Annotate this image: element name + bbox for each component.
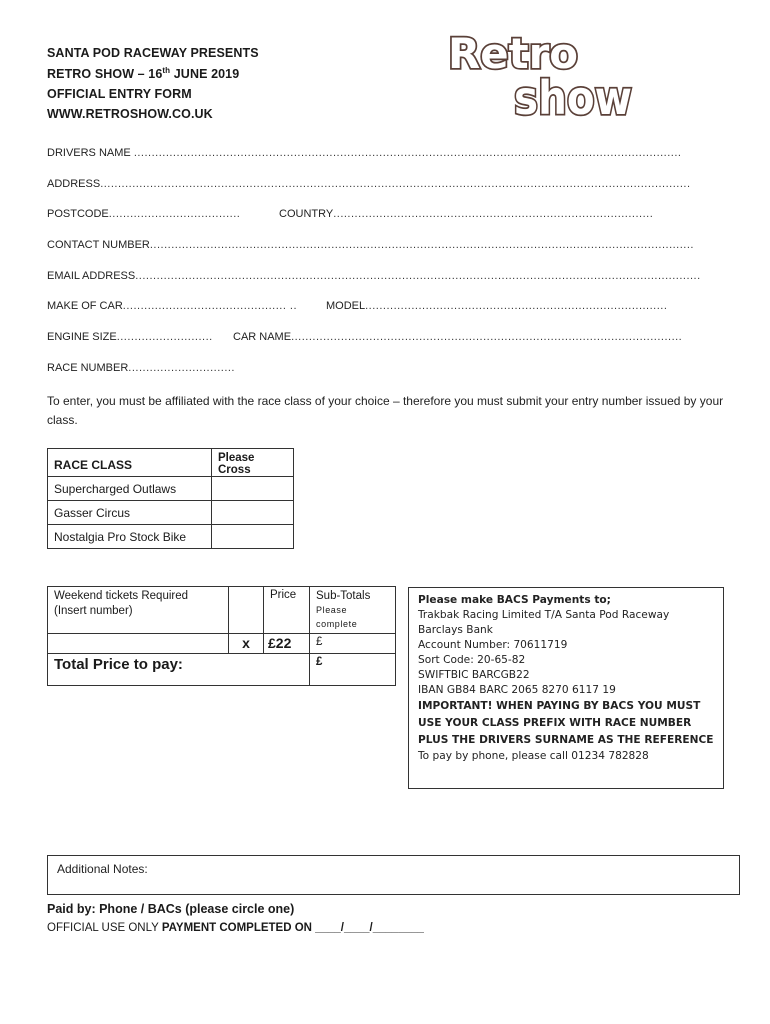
model-field[interactable]: MODEL..................................................................................... bbox=[326, 300, 668, 312]
country-field[interactable]: COUNTRY.......................................................................................... bbox=[279, 208, 654, 220]
total-currency: £ bbox=[316, 656, 323, 668]
payment-completed-blank: ____/____/________ bbox=[311, 922, 424, 934]
race-class-name: Gasser Circus bbox=[48, 501, 212, 525]
email-address-label: EMAIL ADDRESS bbox=[47, 270, 136, 282]
race-class-header-row bbox=[48, 449, 294, 477]
paid-by-line: Paid by: Phone / BACs (please circle one) bbox=[47, 902, 295, 916]
drivers-name-field[interactable]: DRIVERS NAME .......................................................................................................................................................... bbox=[47, 147, 682, 159]
bacs-iban: IBAN GB84 BARC 2065 8270 6117 19 bbox=[418, 684, 616, 696]
additional-notes-label: Additional Notes: bbox=[57, 862, 148, 876]
address-field[interactable]: ADDRESS...................................................................................................................................................................... bbox=[47, 178, 691, 190]
total-price-cell[interactable] bbox=[310, 654, 396, 686]
weekend-tickets-label: Weekend tickets Required (Insert number) bbox=[48, 587, 229, 634]
tickets-quantity-spacer bbox=[229, 587, 264, 634]
race-number-label: RACE NUMBER bbox=[47, 362, 129, 374]
please-complete-note: Please complete bbox=[316, 605, 358, 629]
race-class-cross-cell[interactable] bbox=[212, 525, 294, 549]
race-class-cross-cell[interactable] bbox=[212, 477, 294, 501]
header-line-2-sup: th bbox=[162, 66, 171, 75]
bacs-company: Trakbak Racing Limited T/A Santa Pod Raceway bbox=[418, 609, 670, 621]
header-line-2-post: JUNE 2019 bbox=[170, 67, 240, 82]
race-number-field[interactable]: RACE NUMBER.............................. bbox=[47, 362, 235, 374]
bacs-important-note: IMPORTANT! WHEN PAYING BY BACS YOU MUST USE YOUR CLASS PREFIX WITH RACE NUMBER PLUS THE DRIVERS SURNAME AS THE REFERENCE bbox=[418, 700, 714, 746]
email-address-field[interactable]: EMAIL ADDRESS............................................................................................................................................................... bbox=[47, 270, 701, 282]
subtotal-cell[interactable] bbox=[310, 634, 396, 654]
header-line-1: SANTA POD RACEWAY PRESENTS bbox=[47, 46, 259, 60]
table-row bbox=[48, 501, 294, 525]
retro-show-logo bbox=[446, 28, 636, 120]
tickets-entry-row bbox=[48, 634, 396, 654]
please-cross-header: Please Cross bbox=[212, 449, 294, 477]
bacs-swift: SWIFTBIC BARCGB22 bbox=[418, 669, 530, 681]
table-row bbox=[48, 525, 294, 549]
subtotal-currency: £ bbox=[316, 636, 323, 648]
additional-notes-box[interactable] bbox=[47, 855, 740, 895]
address-label: ADDRESS bbox=[47, 178, 101, 190]
tickets-header-row bbox=[48, 587, 396, 634]
model-label: MODEL bbox=[326, 300, 366, 312]
drivers-name-label: DRIVERS NAME bbox=[47, 147, 131, 159]
header-line-2-pre: RETRO SHOW – 16 bbox=[47, 67, 163, 82]
country-label: COUNTRY bbox=[279, 208, 334, 220]
engine-size-label: ENGINE SIZE bbox=[47, 331, 117, 343]
postcode-label: POSTCODE bbox=[47, 208, 109, 220]
race-class-header: RACE CLASS bbox=[48, 449, 212, 477]
bacs-phone: To pay by phone, please call 01234 782828 bbox=[418, 750, 649, 762]
make-of-car-label: MAKE OF CAR bbox=[47, 300, 123, 312]
header-line-3: OFFICIAL ENTRY FORM bbox=[47, 87, 192, 101]
make-of-car-field[interactable]: MAKE OF CAR.............................................. .. bbox=[47, 300, 298, 312]
bacs-title: Please make BACS Payments to; bbox=[418, 594, 611, 606]
tickets-total-row bbox=[48, 654, 396, 686]
race-class-table bbox=[47, 448, 294, 549]
logo-word-retro: Retro bbox=[448, 29, 578, 78]
car-name-label: CAR NAME bbox=[233, 331, 292, 343]
header-line-2 bbox=[47, 66, 239, 81]
bacs-bank: Barclays Bank bbox=[418, 624, 493, 636]
race-class-name: Nostalgia Pro Stock Bike bbox=[48, 525, 212, 549]
tickets-table bbox=[47, 586, 396, 686]
intro-paragraph: To enter, you must be affiliated with the race class of your choice – therefore you must submit your entry number issued by your class. bbox=[47, 394, 724, 427]
logo-word-show: show bbox=[514, 71, 632, 120]
multiply-sign: x bbox=[229, 634, 264, 654]
official-use-line bbox=[47, 922, 424, 934]
payment-completed-label: PAYMENT COMPLETED ON bbox=[161, 922, 312, 934]
car-name-field[interactable]: CAR NAME.............................................................................................................. bbox=[233, 331, 683, 343]
contact-number-field[interactable]: CONTACT NUMBER......................................................................................................................................................... bbox=[47, 239, 694, 251]
bacs-payment-box bbox=[408, 587, 724, 789]
bacs-sort-code: Sort Code: 20-65-82 bbox=[418, 654, 526, 666]
table-row bbox=[48, 477, 294, 501]
race-class-name: Supercharged Outlaws bbox=[48, 477, 212, 501]
total-price-label: Total Price to pay: bbox=[48, 654, 310, 686]
ticket-price: £22 bbox=[264, 634, 310, 654]
subtotals-header-cell bbox=[310, 587, 396, 634]
bacs-account-number: Account Number: 70611719 bbox=[418, 639, 568, 651]
tickets-quantity-input[interactable] bbox=[48, 634, 229, 654]
engine-size-field[interactable]: ENGINE SIZE........................... bbox=[47, 331, 213, 343]
header-line-4: WWW.RETROSHOW.CO.UK bbox=[47, 107, 213, 121]
official-use-prefix: OFFICIAL USE ONLY bbox=[47, 922, 162, 934]
subtotals-header: Sub-Totals bbox=[316, 590, 371, 602]
contact-number-label: CONTACT NUMBER bbox=[47, 239, 150, 251]
race-class-cross-cell[interactable] bbox=[212, 501, 294, 525]
postcode-field[interactable]: POSTCODE..................................... bbox=[47, 208, 241, 220]
price-header: Price bbox=[264, 587, 310, 634]
